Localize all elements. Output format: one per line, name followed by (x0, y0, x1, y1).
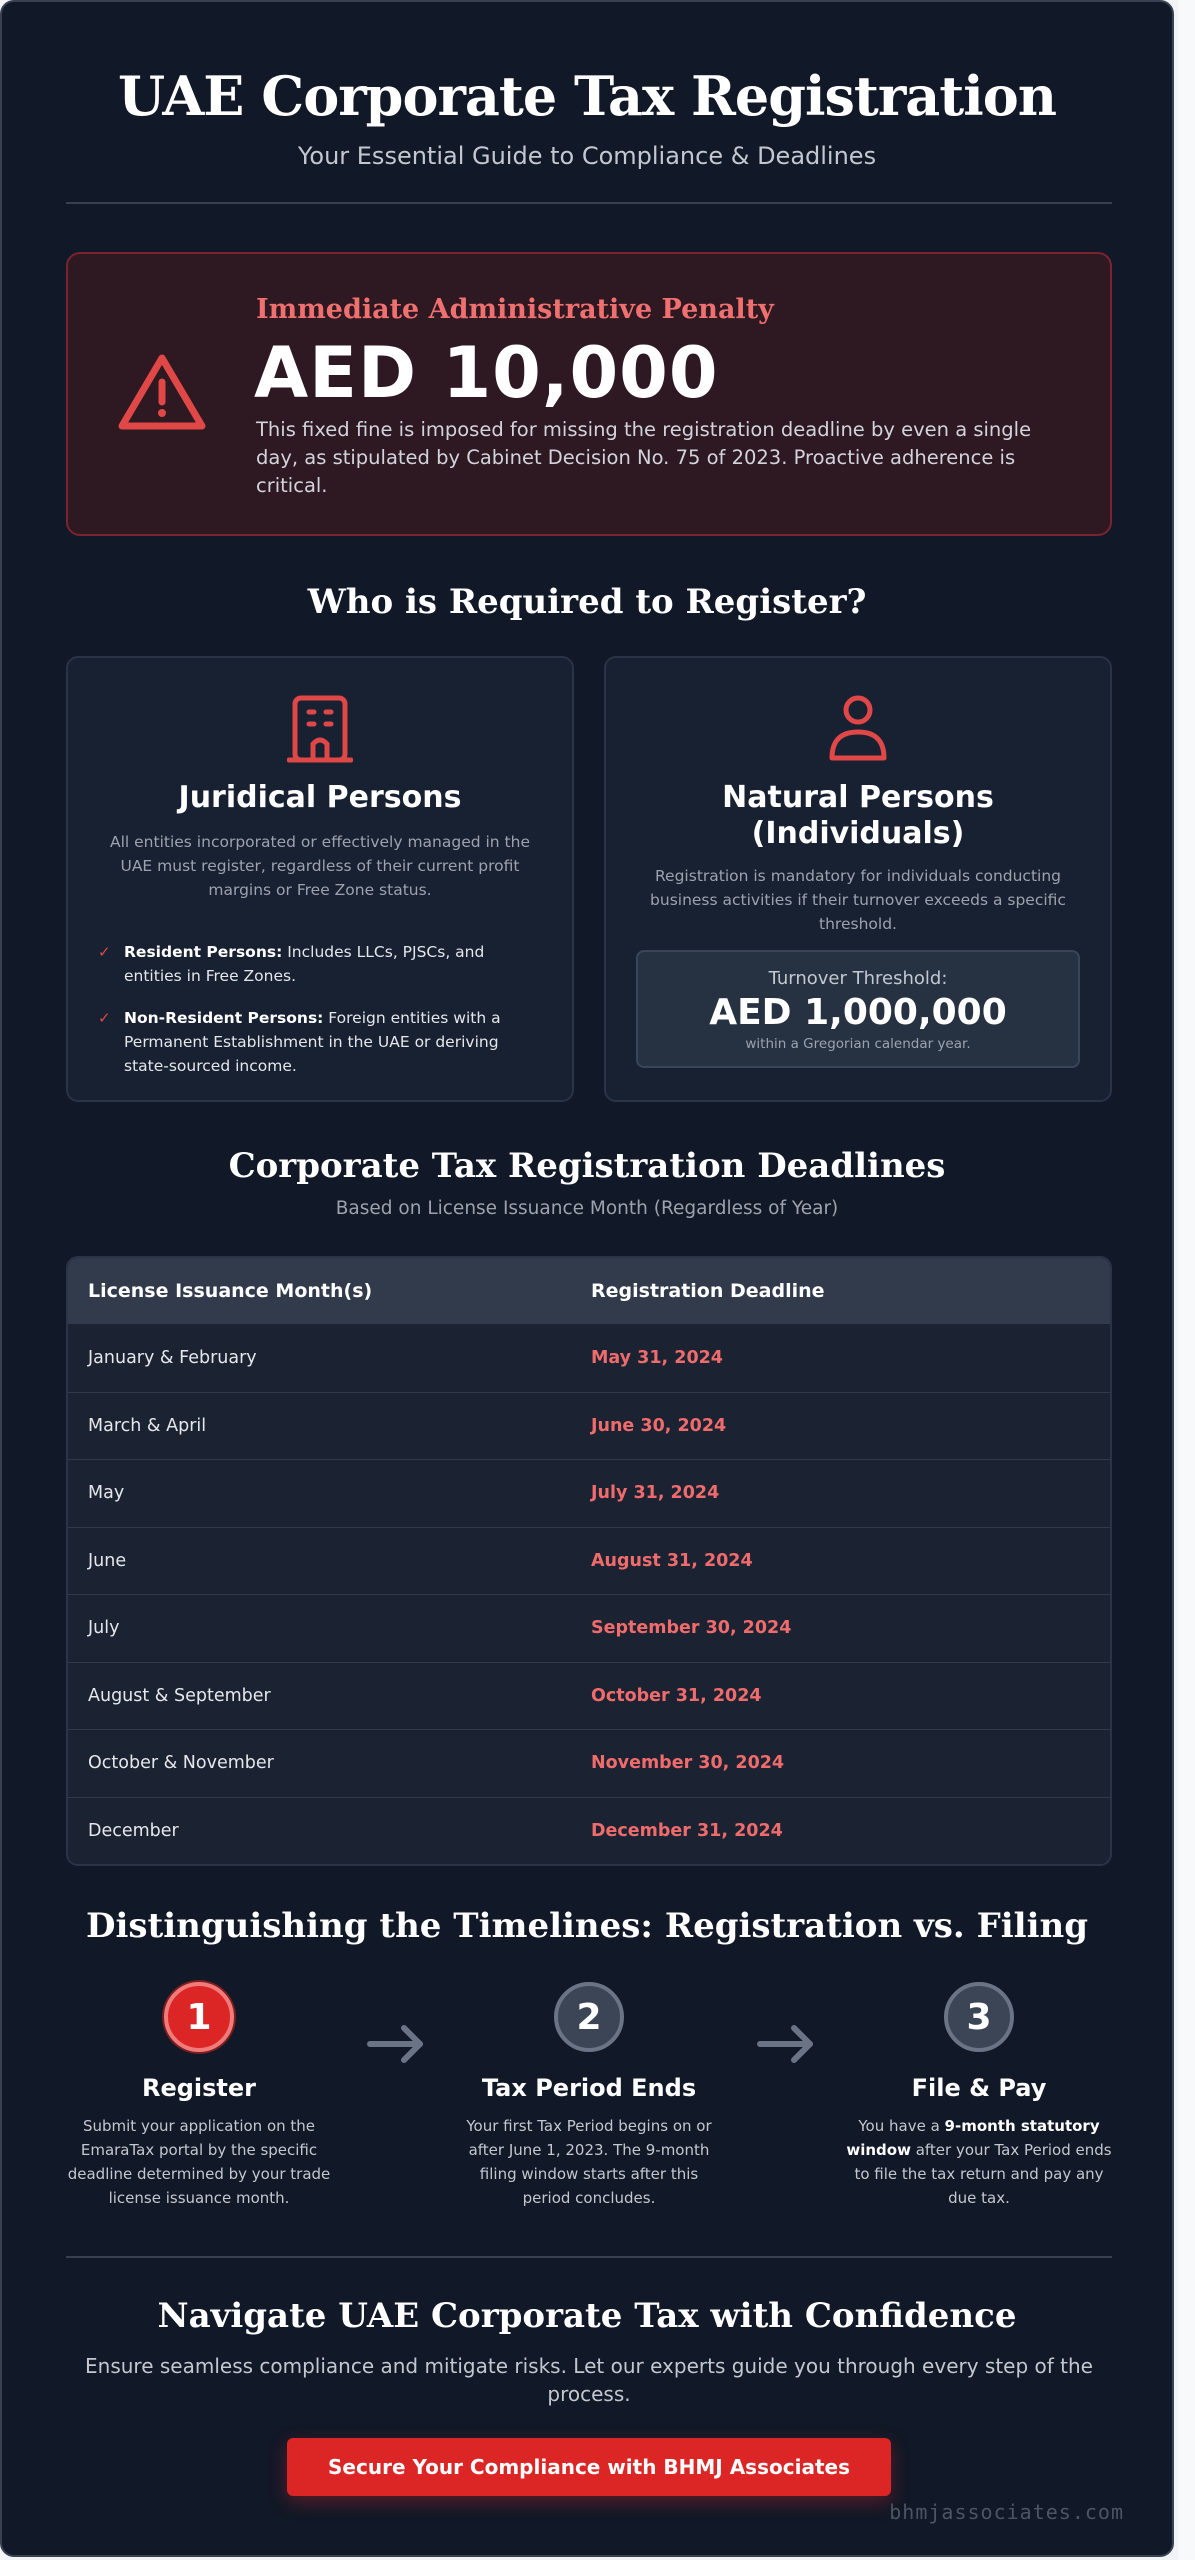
divider (66, 2256, 1112, 2258)
registration-deadline-cell: October 31, 2024 (591, 1685, 762, 1706)
registration-deadline-cell: September 30, 2024 (591, 1618, 792, 1639)
arrow-right-icon (756, 2014, 816, 2074)
registration-deadline-cell: May 31, 2024 (591, 1347, 723, 1368)
column-header: Registration Deadline (591, 1280, 825, 1302)
threshold-value: AED 1,000,000 (709, 992, 1007, 1033)
list-item-label: Resident Persons: (124, 943, 283, 961)
table-row (68, 1594, 1110, 1662)
secure-compliance-button[interactable]: Secure Your Compliance with BHMJ Associates (287, 2438, 891, 2496)
list-item-text: Includes LLCs, PJSCs, and entities in Free Zones. (124, 943, 485, 985)
check-icon: ✓ (98, 943, 111, 961)
license-month-cell: June (88, 1550, 127, 1571)
user-icon (825, 694, 891, 764)
registration-deadline-cell: June 30, 2024 (591, 1415, 727, 1436)
natural-title: Natural Persons (Individuals) (722, 780, 994, 851)
penalty-description: This fixed fine is imposed for missing the registration deadline by even a single day, as stipulated by Cabinet Decision No. 75 of 2023. Proactive adherence is critical. (256, 418, 1032, 497)
license-month-cell: December (88, 1820, 179, 1841)
penalty-banner (66, 252, 1112, 536)
juridical-title: Juridical Persons (178, 780, 462, 815)
registration-deadline-cell: November 30, 2024 (591, 1753, 785, 1774)
divider (66, 202, 1112, 204)
natural-description: Registration is mandatory for individuals conducting business activities if their turnover exceeds a specific threshold. (650, 867, 1066, 933)
license-month-cell: January & February (88, 1347, 257, 1368)
step-description: You have a 9-month statutory window after your Tax Period ends to file the tax return and pay any due tax. (846, 2117, 1112, 2207)
column-header: License Issuance Month(s) (88, 1280, 373, 1302)
registration-deadline-cell: July 31, 2024 (591, 1483, 720, 1504)
juridical-description: All entities incorporated or effectively managed in the UAE must register, regardless of their current profit margins or Free Zone status. (110, 833, 530, 899)
timeline-step-file-pay (844, 1982, 1114, 2210)
step-title: File & Pay (911, 2074, 1047, 2102)
building-icon (287, 694, 353, 764)
table-row (68, 1797, 1110, 1865)
page-title: UAE Corporate Tax Registration (117, 64, 1057, 128)
list-item (98, 940, 542, 988)
cta-description: Ensure seamless compliance and mitigate risks. Let our experts guide you through every step of the process. (85, 2354, 1093, 2406)
license-month-cell: May (88, 1483, 125, 1504)
arrow-right-icon (366, 2014, 426, 2074)
list-item (98, 1006, 542, 1078)
table-row (68, 1729, 1110, 1797)
step-number: 3 (944, 1982, 1014, 2052)
list-item-label: Non-Resident Persons: (124, 1009, 324, 1027)
registration-deadline-cell: August 31, 2024 (591, 1550, 753, 1571)
table-row (68, 1324, 1110, 1392)
license-month-cell: July (88, 1618, 120, 1639)
juridical-list (98, 940, 542, 1096)
page-subtitle: Your Essential Guide to Compliance & Deadlines (297, 142, 877, 170)
step-title: Tax Period Ends (481, 2074, 697, 2102)
deadlines-table (66, 1256, 1112, 1866)
table-row (68, 1662, 1110, 1730)
table-row (68, 1459, 1110, 1527)
penalty-title: Immediate Administrative Penalty (256, 294, 774, 325)
cta-title: Navigate UAE Corporate Tax with Confidence (157, 2296, 1017, 2336)
deadlines-section-title: Corporate Tax Registration Deadlines (228, 1146, 946, 1186)
table-row (68, 1527, 1110, 1595)
timeline-section-title: Distinguishing the Timelines: Registration vs. Filing (85, 1906, 1088, 1946)
registration-deadline-cell: December 31, 2024 (591, 1820, 783, 1841)
check-icon: ✓ (98, 1009, 111, 1027)
table-row (68, 1392, 1110, 1460)
threshold-label: Turnover Threshold: (768, 968, 948, 989)
turnover-threshold-box (636, 950, 1080, 1068)
step-number: 2 (554, 1982, 624, 2052)
license-month-cell: August & September (88, 1685, 271, 1706)
step-description: Your first Tax Period begins on or after June 1, 2023. The 9-month filing window starts after this period concludes. (466, 2117, 712, 2207)
timeline-step-tax-period (454, 1982, 724, 2210)
juridical-persons-card (66, 656, 574, 1102)
step-description: Submit your application on the EmaraTax portal by the specific deadline determined by your trade license issuance month. (67, 2117, 331, 2207)
footer-website: bhmjassociates.com (889, 2500, 1124, 2524)
list-item-text: Foreign entities with a Permanent Establishment in the UAE or deriving state-sourced income. (124, 1009, 501, 1075)
table-header-row (68, 1258, 1110, 1324)
warning-triangle-icon (116, 350, 208, 434)
scrollbar[interactable] (1178, 0, 1195, 2560)
timeline-step-register (64, 1982, 334, 2210)
deadlines-subtitle: Based on License Issuance Month (Regardless of Year) (335, 1198, 839, 1219)
natural-persons-card (604, 656, 1112, 1102)
step-title: Register (141, 2074, 257, 2102)
license-month-cell: March & April (88, 1415, 207, 1436)
step-number: 1 (164, 1982, 234, 2052)
license-month-cell: October & November (88, 1753, 274, 1774)
threshold-note: within a Gregorian calendar year. (745, 1036, 971, 1052)
penalty-amount: AED 10,000 (254, 332, 719, 414)
who-section-title: Who is Required to Register? (307, 582, 867, 622)
